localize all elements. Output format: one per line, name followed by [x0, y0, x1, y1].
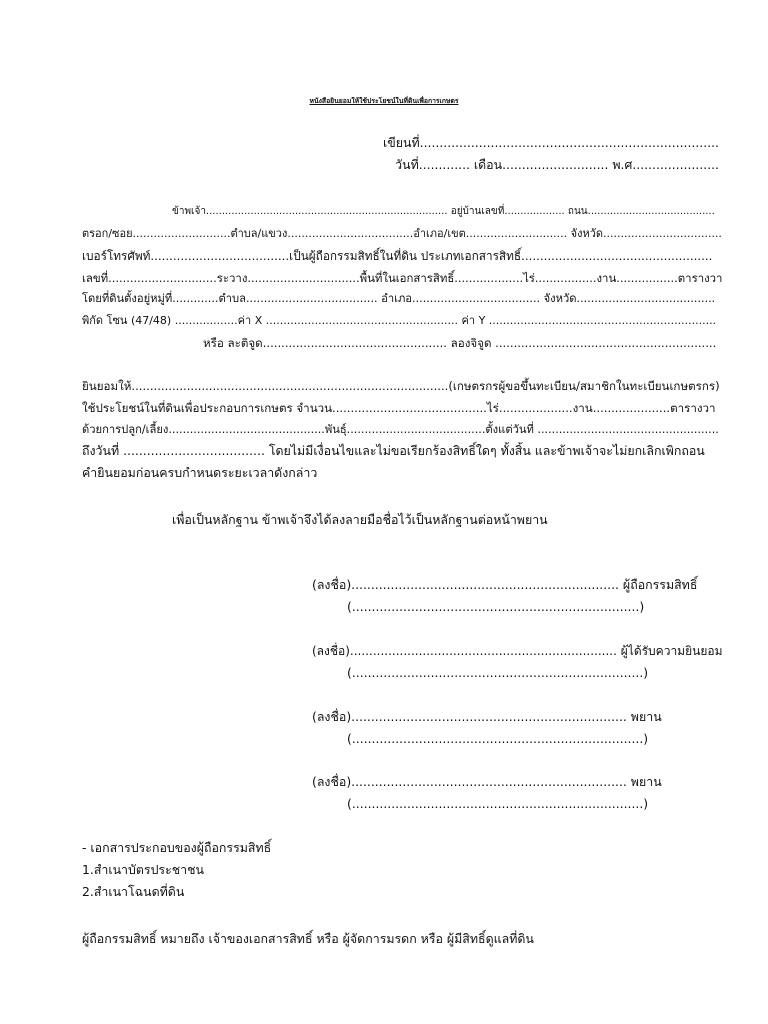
consent-line-3: ด้วยการปลูก/เลี้ยง............................................พันธุ์.......................................ตั้งแต่วันที่ ................................................... — [82, 423, 719, 436]
consent-line-5: คำยินยอมก่อนครบกำหนดระยะเวลาดังกล่าว — [82, 465, 318, 480]
document-title: หนังสือยินยอมให้ใช้ประโยชน์ในที่ดินเพื่อการเกษตร — [309, 97, 459, 105]
owner-line-2: ตรอก/ซอย............................ตำบล/แขวง....................................อำเภอ/เขต............................. จังหวัด.................................. — [82, 227, 722, 240]
signature-line-consentee: (ลงชื่อ)...................................................................... ผู้ได้รับความยินยอม — [312, 644, 723, 658]
owner-line-7: หรือ ละติจูด.................................................. ลองจิจูด ............................................................ — [203, 336, 717, 350]
signature-line-witness-2: (ลงชื่อ)...................................................................... พยาน — [312, 774, 662, 789]
footnote: ผู้ถือกรรมสิทธิ์ หมายถึง เจ้าของเอกสารสิทธิ์ หรือ ผู้จัดการมรดก หรือ ผู้มีสิทธิ์ดูแลที่ดิน — [82, 931, 534, 946]
signature-name-witness-2: (..........................................................................) — [347, 796, 649, 811]
owner-line-4: เลขที่..............................ระวาง...............................พื้นที่ในเอกสารสิทธิ์...................ไร่.................งาน.................ตารางวา — [82, 271, 723, 285]
attachment-item-2: 2.สำเนาโฉนดที่ดิน — [82, 884, 185, 899]
written-at-line: เขียนที่............................................................................ — [383, 135, 719, 150]
signature-line-owner: (ลงชื่อ).................................................................... ผู้ถือกรรมสิทธิ์ — [312, 577, 698, 592]
owner-line-3: เบอร์โทรศัพท์.....................................เป็นผู้ถือกรรมสิทธิ์ในที่ดิน ประเภทเอกสารสิทธิ์................................................... — [82, 249, 713, 263]
consent-line-2: ใช้ประโยชน์ในที่ดินเพื่อประกอบการเกษตร จำนวน..........................................ไร่....................งาน.....................ตารางวา — [82, 401, 716, 415]
evidence-statement: เพื่อเป็นหลักฐาน ข้าพเจ้าจึงได้ลงลายมือชื่อไว้เป็นหลักฐานต่อหน้าพยาน — [172, 512, 548, 527]
owner-line-5: โดยที่ดินตั้งอยู่หมู่ที่.............ตำบล..................................... อำเภอ.................................... จังหวัด....................................... — [82, 292, 716, 305]
consent-line-1: ยินยอมให้......................................................................................(เกษตรกรผู้ขอขึ้นทะเบียน/สมาชิกในทะเบียนเกษตรกร) — [82, 379, 720, 393]
signature-line-witness-1: (ลงชื่อ)...................................................................... พยาน — [312, 709, 662, 724]
consent-line-4: ถึงวันที่ .................................... โดยไม่มีเงื่อนไขและไม่ขอเรียกร้องสิทธิ์ใดๆ ทั้งสิ้น และข้าพเจ้าจะไม่ยกเลิกเพิกถอน — [82, 443, 705, 458]
date-line: วันที่............. เดือน........................... พ.ศ...................... — [395, 157, 719, 172]
signature-name-consentee: (..........................................................................) — [347, 665, 649, 680]
attachments-heading: - เอกสารประกอบของผู้ถือกรรมสิทธิ์ — [82, 840, 272, 855]
attachment-item-1: 1.สำเนาบัตรประชาชน — [82, 862, 204, 877]
signature-name-owner: (.........................................................................) — [347, 599, 645, 614]
signature-name-witness-1: (..........................................................................) — [347, 731, 649, 746]
owner-line-6: พิกัด โซน (47/48) ..................ค่า X ....................................................... ค่า Y ................................................................. — [82, 314, 717, 327]
owner-line-1: ข้าพเจ้า............................................................................ อยู่บ้านเลขที่................... ถนน........................................ — [172, 206, 715, 217]
